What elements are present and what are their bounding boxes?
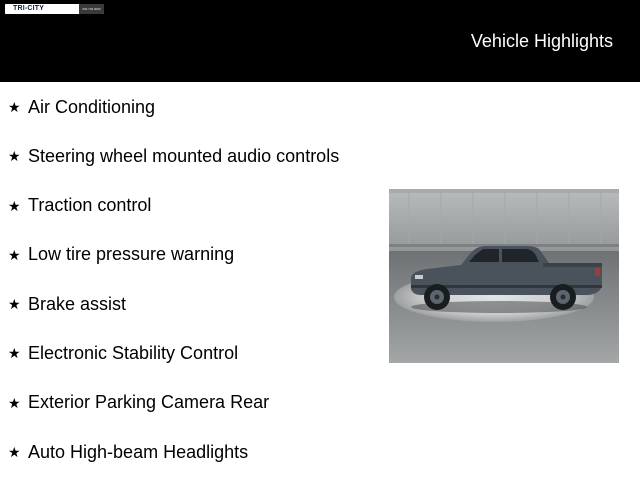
vehicle-photo-image xyxy=(389,189,619,363)
dealer-logo-phone: 909 793 9000 xyxy=(79,4,104,14)
feature-list xyxy=(8,95,339,480)
feature-label: Exterior Parking Camera Rear xyxy=(28,392,270,413)
feature-item xyxy=(8,341,339,365)
dealer-logo[interactable] xyxy=(5,4,104,14)
star-icon: ★ xyxy=(8,444,21,461)
feature-label: Steering wheel mounted audio controls xyxy=(28,145,340,166)
star-icon: ★ xyxy=(8,99,21,115)
feature-item xyxy=(8,95,339,119)
feature-label: Air Conditioning xyxy=(28,96,156,117)
feature-label: Auto High-beam Headlights xyxy=(28,441,249,462)
feature-item xyxy=(8,292,339,316)
feature-label: Low tire pressure warning xyxy=(28,244,235,265)
page-title: Vehicle Highlights xyxy=(470,31,613,51)
feature-label: Electronic Stability Control xyxy=(28,342,239,363)
star-icon: ★ xyxy=(8,197,21,214)
star-icon: ★ xyxy=(8,246,21,263)
star-icon: ★ xyxy=(8,148,21,165)
feature-item xyxy=(8,144,339,168)
vehicle-photo[interactable] xyxy=(389,189,619,363)
star-icon: ★ xyxy=(8,345,21,362)
star-icon: ★ xyxy=(8,296,21,313)
feature-item xyxy=(8,391,339,415)
feature-label: Brake assist xyxy=(28,293,127,314)
dealer-logo-brand: TRI-CITY xyxy=(5,4,79,14)
feature-item xyxy=(8,440,339,464)
feature-item xyxy=(8,243,339,267)
feature-label: Traction control xyxy=(28,195,152,216)
feature-item xyxy=(8,194,339,218)
star-icon: ★ xyxy=(8,394,21,411)
header-bar xyxy=(0,0,640,82)
